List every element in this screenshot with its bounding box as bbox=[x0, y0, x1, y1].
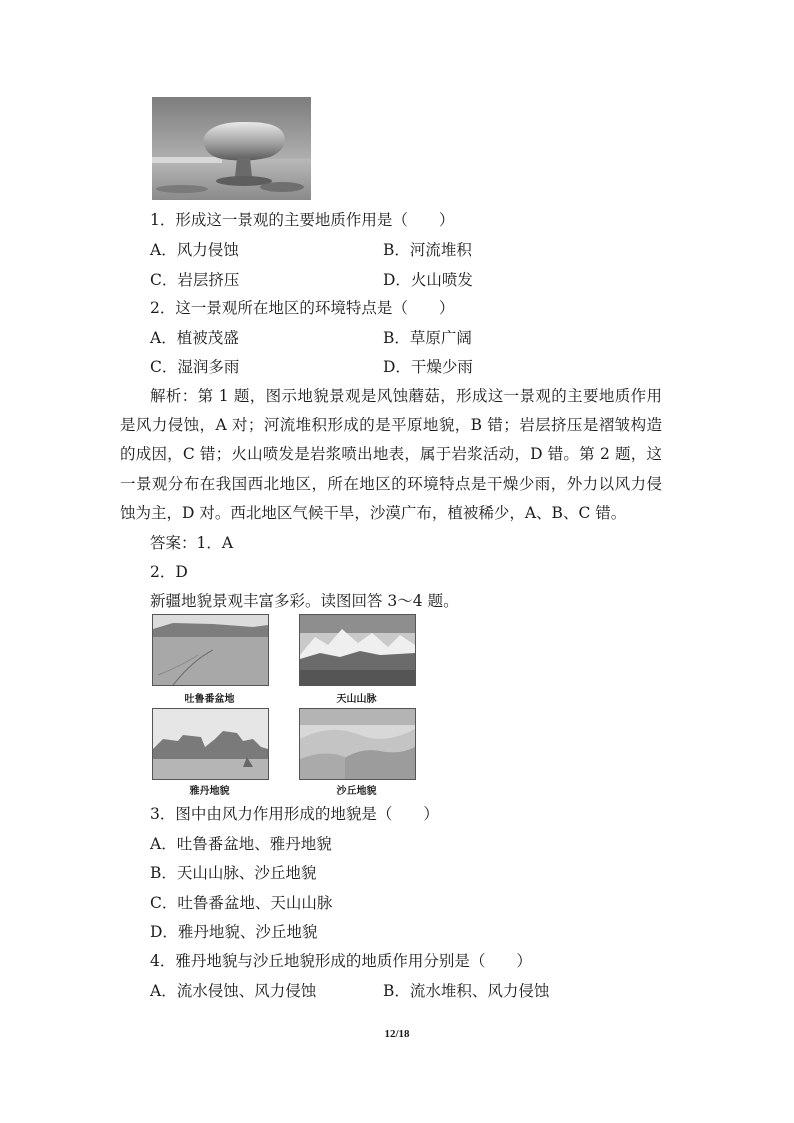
question-1-option-a: A．风力侵蚀 bbox=[150, 241, 239, 259]
explanation-line-1: 解析：第 1 题，图示地貌景观是风蚀蘑菇，形成这一景观的主要地质作用 bbox=[150, 387, 662, 405]
question-1-option-c: C．岩层挤压 bbox=[150, 271, 240, 289]
question-3-option-c: C．吐鲁番盆地、天山山脉 bbox=[150, 894, 333, 912]
question-3-option-a: A．吐鲁番盆地、雅丹地貌 bbox=[150, 835, 332, 853]
question-2-option-a: A．植被茂盛 bbox=[150, 329, 239, 347]
page-number: 12/18 bbox=[384, 1028, 410, 1040]
tianshan-photo bbox=[299, 614, 416, 686]
question-4-option-b: B．流水堆积、风力侵蚀 bbox=[383, 982, 550, 1000]
question-2-option-c: C．湿润多雨 bbox=[150, 358, 240, 376]
yardang-caption: 雅丹地貌 bbox=[189, 786, 230, 797]
question-3-stem: 3．图中由风力作用形成的地貌是（ ） bbox=[150, 805, 439, 823]
explanation-line-2: 是风力侵蚀，A 对；河流堆积形成的是平原地貌，B 错；岩层挤压是褶皱构造 bbox=[120, 416, 662, 434]
answer-line-2: 2．D bbox=[150, 563, 188, 581]
question-4-stem: 4．雅丹地貌与沙丘地貌形成的地质作用分别是（ ） bbox=[150, 952, 532, 970]
questions-3-4-intro: 新疆地貌景观丰富多彩。读图回答 3～4 题。 bbox=[150, 592, 459, 610]
question-4-option-a: A．流水侵蚀、风力侵蚀 bbox=[150, 982, 317, 1000]
question-3-option-b: B．天山山脉、沙丘地貌 bbox=[150, 864, 317, 882]
explanation-line-5: 蚀为主，D 对。西北地区气候干旱，沙漠广布，植被稀少，A、B、C 错。 bbox=[120, 504, 627, 522]
question-2-option-b: B．草原广阔 bbox=[383, 329, 472, 347]
turpan-basin-caption: 吐鲁番盆地 bbox=[184, 694, 235, 705]
question-1-option-d: D．火山喷发 bbox=[383, 271, 473, 289]
answer-line-1: 答案：1．A bbox=[150, 534, 234, 552]
mushroom-rock-photo bbox=[152, 97, 311, 200]
explanation-line-4: 一景观分布在我国西北地区，所在地区的环境特点是干燥少雨，外力以风力侵 bbox=[120, 475, 662, 493]
question-3-option-d: D．雅丹地貌、沙丘地貌 bbox=[150, 923, 318, 941]
turpan-basin-photo bbox=[152, 614, 269, 686]
explanation-line-3: 的成因，C 错；火山喷发是岩浆喷出地表，属于岩浆活动，D 错。第 2 题，这 bbox=[120, 445, 662, 463]
question-2-stem: 2．这一景观所在地区的环境特点是（ ） bbox=[150, 299, 455, 317]
question-2-option-d: D．干燥少雨 bbox=[383, 358, 473, 376]
tianshan-caption: 天山山脉 bbox=[336, 694, 377, 705]
yardang-photo bbox=[152, 708, 269, 780]
question-1-option-b: B．河流堆积 bbox=[383, 241, 472, 259]
sand-dune-photo bbox=[299, 708, 416, 780]
question-1-stem: 1．形成这一景观的主要地质作用是（ ） bbox=[150, 211, 455, 229]
sand-dune-caption: 沙丘地貌 bbox=[336, 786, 377, 797]
